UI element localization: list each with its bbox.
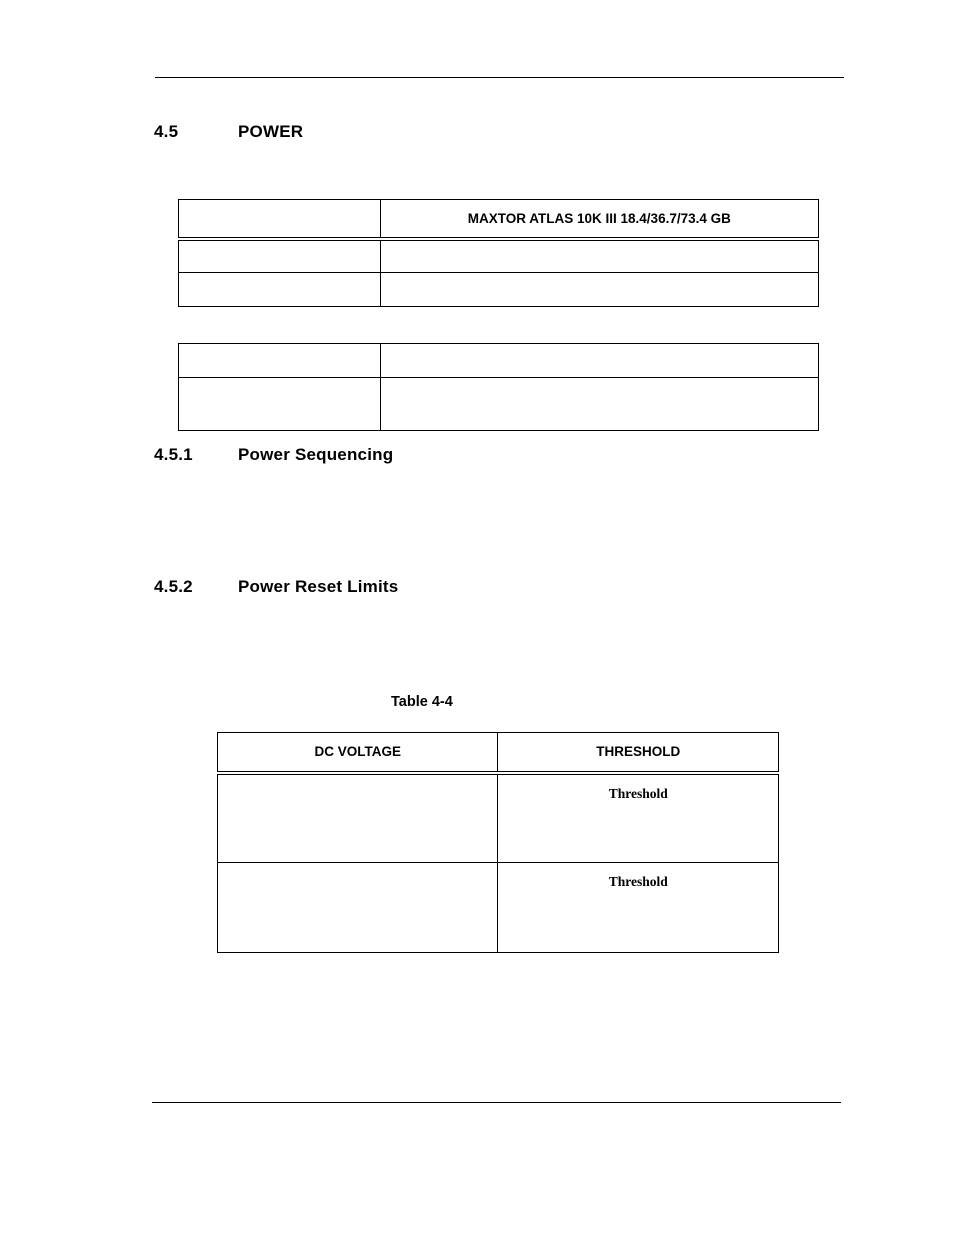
subsection-number: 4.5.1 bbox=[154, 445, 193, 464]
threshold-cell: Threshold bbox=[498, 773, 779, 863]
threshold-cell: Threshold bbox=[498, 863, 779, 953]
table-cell bbox=[380, 273, 818, 307]
power-table-header-left bbox=[179, 200, 381, 239]
subsection-title: Power Sequencing bbox=[238, 445, 394, 464]
table-caption: Table 4-4 bbox=[391, 694, 453, 710]
section-title: POWER bbox=[238, 122, 304, 141]
subsection-number: 4.5.2 bbox=[154, 577, 193, 596]
table-cell bbox=[179, 239, 381, 273]
subsection-title: Power Reset Limits bbox=[238, 577, 399, 596]
column-header-dc-voltage: DC VOLTAGE bbox=[218, 733, 498, 773]
section-number: 4.5 bbox=[154, 122, 179, 141]
table-row bbox=[218, 863, 779, 953]
reset-limits-table bbox=[217, 732, 779, 953]
table-cell bbox=[380, 344, 818, 378]
table-row bbox=[218, 773, 779, 863]
power-table-header-right: MAXTOR ATLAS 10K III 18.4/36.7/73.4 GB bbox=[380, 200, 818, 239]
power-table-2 bbox=[178, 343, 819, 431]
header-rule bbox=[155, 77, 844, 78]
table-row bbox=[179, 239, 819, 273]
table-cell bbox=[179, 378, 381, 431]
column-header-threshold: THRESHOLD bbox=[498, 733, 779, 773]
table-cell bbox=[380, 239, 818, 273]
voltage-cell bbox=[218, 863, 498, 953]
table-row bbox=[179, 378, 819, 431]
power-table bbox=[178, 199, 819, 307]
table-row bbox=[179, 273, 819, 307]
footer-rule bbox=[152, 1102, 841, 1103]
table-cell bbox=[179, 273, 381, 307]
table-cell bbox=[380, 378, 818, 431]
voltage-cell bbox=[218, 773, 498, 863]
table-row bbox=[179, 344, 819, 378]
table-cell bbox=[179, 344, 381, 378]
